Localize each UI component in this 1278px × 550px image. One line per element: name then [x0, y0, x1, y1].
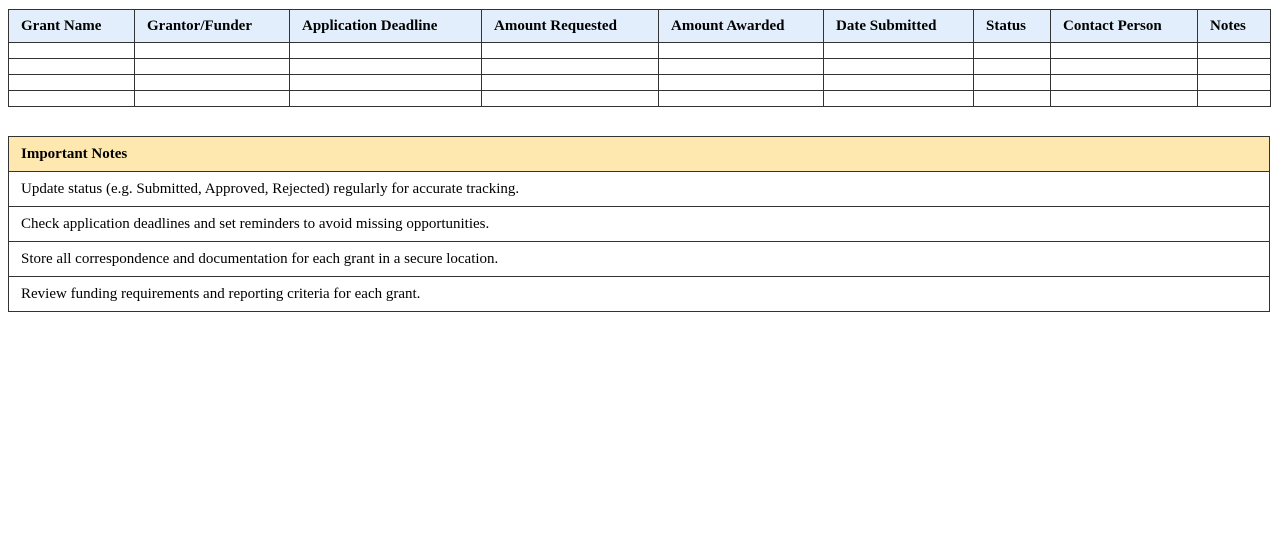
cell-grant-name[interactable]	[9, 59, 135, 75]
column-header-grantor-funder: Grantor/Funder	[135, 10, 290, 43]
cell-amount-requested[interactable]	[482, 75, 659, 91]
important-notes-table	[8, 136, 1270, 312]
cell-grant-name[interactable]	[9, 43, 135, 59]
cell-notes[interactable]	[1198, 75, 1271, 91]
cell-notes[interactable]	[1198, 43, 1271, 59]
cell-amount-awarded[interactable]	[659, 75, 824, 91]
column-header-contact-person: Contact Person	[1051, 10, 1198, 43]
table-row	[9, 43, 1271, 59]
cell-grantor-funder[interactable]	[135, 59, 290, 75]
cell-notes[interactable]	[1198, 59, 1271, 75]
cell-status[interactable]	[974, 43, 1051, 59]
cell-amount-requested[interactable]	[482, 43, 659, 59]
cell-contact-person[interactable]	[1051, 91, 1198, 107]
table-row	[9, 91, 1271, 107]
cell-date-submitted[interactable]	[824, 91, 974, 107]
cell-amount-awarded[interactable]	[659, 43, 824, 59]
notes-title: Important Notes	[9, 137, 1270, 172]
cell-contact-person[interactable]	[1051, 43, 1198, 59]
column-header-application-deadline: Application Deadline	[290, 10, 482, 43]
cell-grantor-funder[interactable]	[135, 75, 290, 91]
note-item: Update status (e.g. Submitted, Approved, Rejected) regularly for accurate tracking.	[9, 172, 1270, 207]
column-header-amount-requested: Amount Requested	[482, 10, 659, 43]
cell-status[interactable]	[974, 75, 1051, 91]
cell-date-submitted[interactable]	[824, 75, 974, 91]
cell-grant-name[interactable]	[9, 91, 135, 107]
note-row	[9, 277, 1270, 312]
column-header-grant-name: Grant Name	[9, 10, 135, 43]
note-row	[9, 242, 1270, 277]
cell-grantor-funder[interactable]	[135, 43, 290, 59]
cell-contact-person[interactable]	[1051, 59, 1198, 75]
cell-amount-requested[interactable]	[482, 91, 659, 107]
cell-date-submitted[interactable]	[824, 43, 974, 59]
notes-header-row	[9, 137, 1270, 172]
cell-application-deadline[interactable]	[290, 59, 482, 75]
cell-grantor-funder[interactable]	[135, 91, 290, 107]
column-header-amount-awarded: Amount Awarded	[659, 10, 824, 43]
cell-contact-person[interactable]	[1051, 75, 1198, 91]
grant-tracker-table	[8, 9, 1271, 107]
note-item: Store all correspondence and documentation for each grant in a secure location.	[9, 242, 1270, 277]
table-header-row	[9, 10, 1271, 43]
cell-amount-awarded[interactable]	[659, 59, 824, 75]
cell-status[interactable]	[974, 59, 1051, 75]
cell-notes[interactable]	[1198, 91, 1271, 107]
cell-application-deadline[interactable]	[290, 75, 482, 91]
table-row	[9, 75, 1271, 91]
cell-date-submitted[interactable]	[824, 59, 974, 75]
table-row	[9, 59, 1271, 75]
cell-amount-requested[interactable]	[482, 59, 659, 75]
cell-status[interactable]	[974, 91, 1051, 107]
cell-grant-name[interactable]	[9, 75, 135, 91]
note-item: Review funding requirements and reporting criteria for each grant.	[9, 277, 1270, 312]
note-row	[9, 207, 1270, 242]
note-row	[9, 172, 1270, 207]
column-header-notes: Notes	[1198, 10, 1271, 43]
cell-amount-awarded[interactable]	[659, 91, 824, 107]
cell-application-deadline[interactable]	[290, 91, 482, 107]
cell-application-deadline[interactable]	[290, 43, 482, 59]
column-header-date-submitted: Date Submitted	[824, 10, 974, 43]
column-header-status: Status	[974, 10, 1051, 43]
note-item: Check application deadlines and set reminders to avoid missing opportunities.	[9, 207, 1270, 242]
